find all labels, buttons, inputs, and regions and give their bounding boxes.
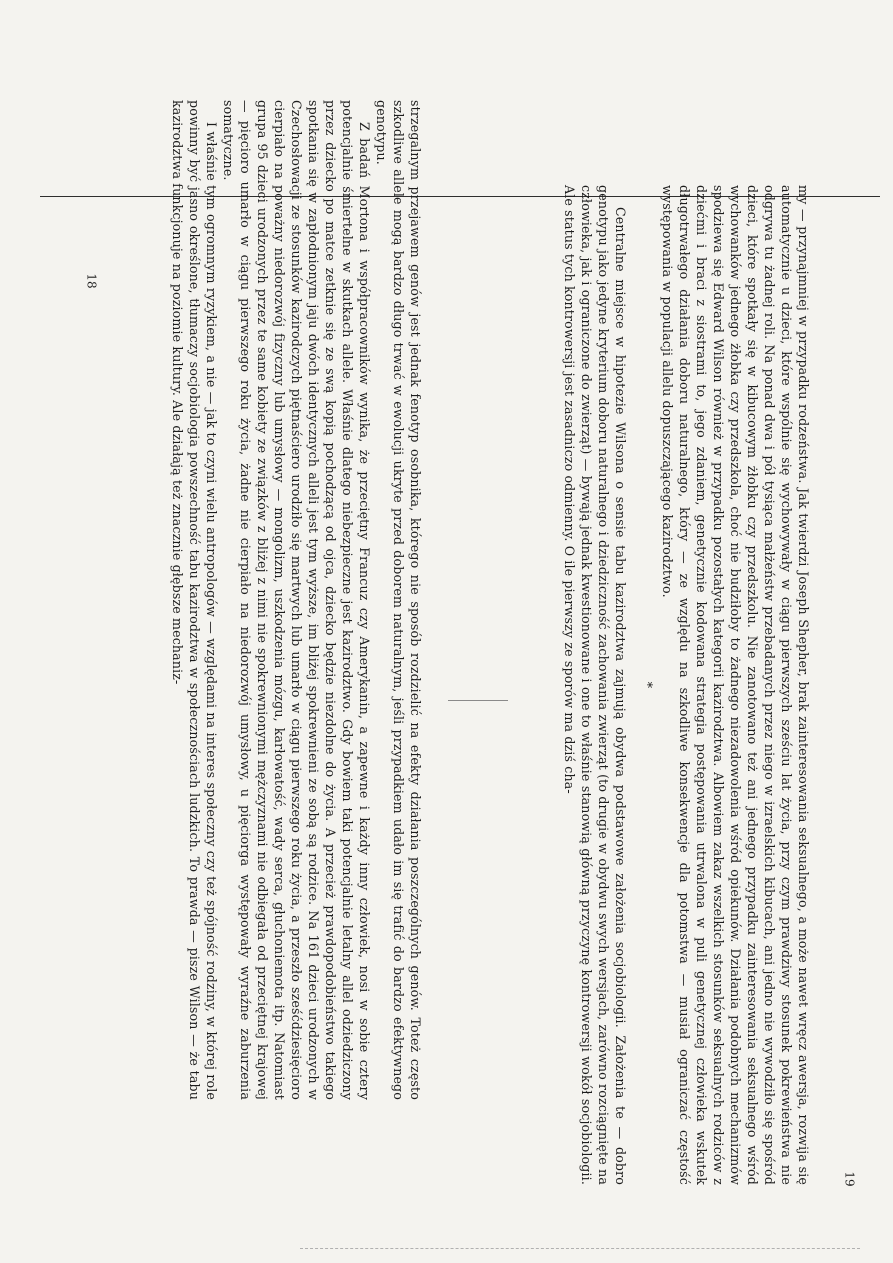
right-page: [512, 185, 812, 1185]
page-number-left: 18: [84, 273, 99, 289]
right-page-text: [561, 185, 812, 1185]
paragraph: my — przynajmniej w przypadku rodzeństwa. Jak twierdzi Joseph Shepher, brak zainteresowania seksualnego, a może nawet wręcz awersja, rozwija się automatycznie u dzieci, które wspólnie się wychowywały w ciągu pierwszych sześciu lat życia, przy czym prawdziwy stosunek pokrewieństwa nie odgrywa tu żadnej roli. Na ponad dwa i pół tysiąca małżeństw przebadanych przez niego w izraelskich kibucach, ani jedno nie wywodziło się spośród dzieci, które spotkały się w kibucowym żłobku czy przedszkolu. Nie zanotowano też ani jednego przypadku zainteresowania seksualnego wśród wychowanków jednego żłobka czy przedszkola, choć nie budziłoby to żadnego niezadowolenia wśród opiekunów. Działania podobnych mechanizmów spodziewa się Edward Wilson również w przypadku pozostałych kategorii kazirodztwa. Albowiem zakaz wszelkich stosunków seksualnych rodziców z dziećmi i braci z siostrami to, jego zdaniem, genetycznie kodowana strategia postępowania utrwalona w puli genetycznej człowieka wskutek długotrwałego działania doboru naturalnego, który — ze względu na szkodliwe konsekwencje dla potomstwa — musiał ograniczać częstość występowania w populacji allelu dopuszczającego kazirodztwo.: [660, 185, 811, 1185]
gutter-mark: [448, 700, 508, 701]
paragraph: strzegalnym przejawem genów jest jednak fenotyp osobnika, którego nie sposób rozdzielić na efekty działania poszczególnych genów. Toteż często szkodliwe allele mogą bardzo długo trwać w ewolucji ukryte przed doborem naturalnym, jeśli przypadkiem udało im się trafić do bardzo efektywnego genotypu.: [374, 100, 423, 1100]
section-separator: *: [639, 681, 654, 689]
paragraph: I właśnie tym ogromnym ryzykiem, a nie — jak to czyni wielu antropologów — względami na interes społeczny czy też spójność rodziny, w której role powinny być jasno określone, tłumaczy socjobiologia powszechność tabu kazirodztwa w społecznościach ludzkich. To prawda — pisze Wilson — że tabu kazirodztwa funkcjonuje na poziomie kultury. Ale działają też znacznie głębsze mechaniz-: [170, 100, 219, 1100]
left-page: [124, 100, 424, 1100]
bottom-rule: [300, 1248, 860, 1249]
page-number-right: 19: [842, 1171, 857, 1187]
left-page-text: [169, 100, 424, 1100]
paragraph: Centralne miejsce w hipotezie Wilsona o sensie tabu kazirodztwa zajmują obydwa podstawowe założenia socjobiologii. Założenia te — dobro genotypu jako jedyne kryterium doboru naturalnego i dziedziczność zachowania zwierząt (to drugie w obydwu swych wersjach, zarówno rozciągnięte na człowieka, jak i ograniczone do zwierząt) — bywają jednak kwestionowane i one to właśnie stanowią główną przyczynę kontrowersji wokół socjobiologii. Ale status tych kontrowersji jest zasadniczo odmienny. O ile pierwszy ze sporów ma dziś cha-: [562, 185, 628, 1185]
paragraph: Z badań Mortona i współpracowników wynika, że przeciętny Francuz czy Amerykanin, a zapewne i każdy inny człowiek, nosi w sobie cztery potencjalnie śmiertelne w skutkach allele. Właśnie dlatego niebezpieczne jest kazirodztwo. Gdy bowiem taki potencjalnie letalny allel odziedziczony przez dziecko po matce zetknie się ze swą kopią pochodzącą od ojca, dziecko będzie niezdolne do życia. A przecież prawdopodobieństwo takiego spotkania się w zapłodnionym jaju dwóch identycznych alleli jest tym wyższe, im bliżej spokrewnieni ze sobą są rodzice. Na 161 dzieci urodzonych w Czechosłowacji ze stosunków kazirodczych piętnaściero urodziło się martwych lub umarło w ciągu pierwszego roku życia, a przeszło sześćdziesięcioro cierpiało na poważny niedorozwój fizyczny lub umysłowy — mongolizm, uszkodzenia mózgu, karłowatość, wady serca, głuchoniemota itp. Natomiast grupa 95 dzieci urodzonych przez te same kobiety ze związków z bliżej z nimi nie spokrewnionymi mężczyznami nie odbiegała od przeciętnej krajowej — pięcioro umarło w ciągu pierwszego roku życia, żadne nie cierpiało na niedorozwój umysłowy, u pięciorga występowały wyraźne zaburzenia somatyczne.: [221, 100, 372, 1100]
